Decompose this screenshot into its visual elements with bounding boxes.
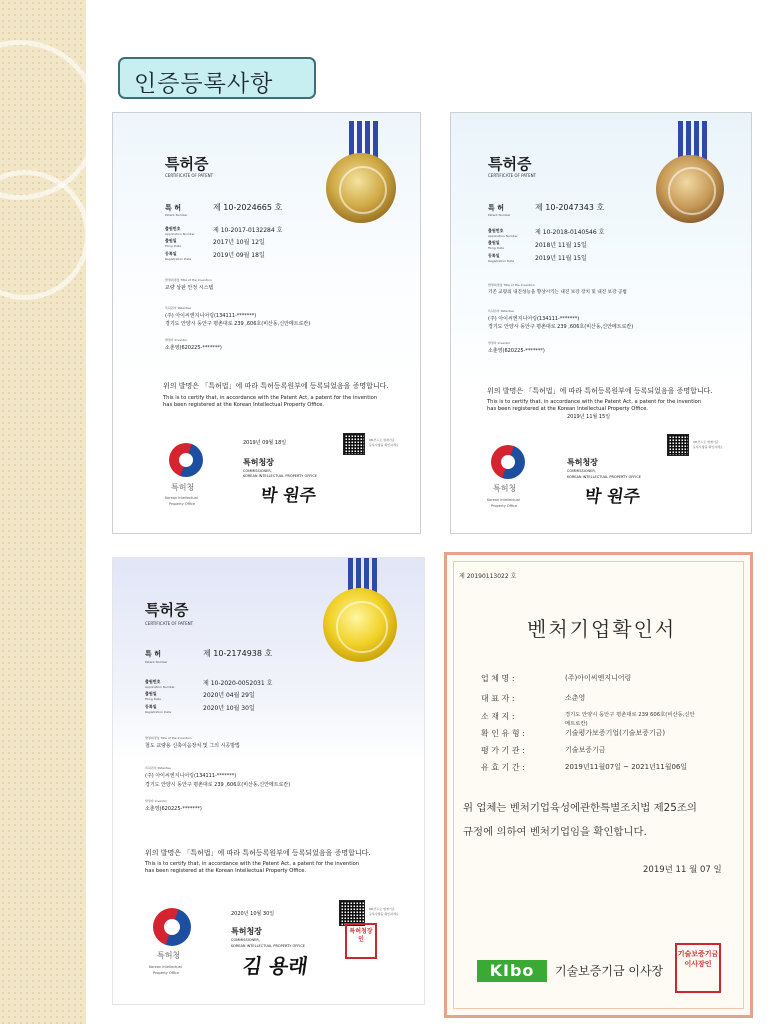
issue-date: 2020년 10월 30일	[231, 911, 275, 917]
qr-note-1: QR코드로 현재기준	[369, 907, 395, 911]
certificate-title: 특허증	[145, 601, 189, 619]
inventor-name: 소춘영(620225-*******)	[145, 806, 202, 812]
official-seal-stamp: 기술보증기금이사장인	[675, 943, 721, 993]
info-label: 대 표 자 :	[481, 694, 515, 703]
logo-text-en-2: Property Office	[153, 971, 180, 975]
filing-label: 출원일	[165, 238, 177, 243]
filing-date: 2018년 11월 15일	[535, 242, 587, 249]
filing-label: 출원일	[488, 240, 500, 245]
owner-address: 경기도 안양시 동안구 평촌대로 239 ,606호(비산동,신안메트로칸)	[488, 324, 634, 330]
patent-number-label-en: Patent Number	[145, 660, 168, 664]
decorative-ring	[0, 170, 86, 300]
application-label: 출원번호	[165, 226, 181, 231]
commissioner-en: COMMISSIONER,	[231, 938, 260, 942]
commissioner-signature: 김 용래	[241, 954, 310, 978]
venture-business-certificate	[444, 552, 753, 1018]
registration-label-en: Registration Date	[488, 259, 515, 263]
gold-seal-icon	[326, 153, 396, 223]
info-value: 기술평가보증기업(기술보증기금)	[565, 729, 666, 737]
certificate-number: 제 20190113022 호	[459, 573, 517, 580]
official-seal-stamp: 특허청장인	[345, 923, 377, 959]
owner-name: (주) 아이씨엔지니어링(134111-*******)	[165, 313, 257, 319]
qr-note-1: QR코드로 현재기준	[693, 440, 719, 444]
owner-label: 특허권자 Patentee	[488, 309, 514, 313]
patent-number: 제 10-2174938 호	[203, 649, 273, 658]
office-name-en: KOREAN INTELLECTUAL PROPERTY OFFICE	[243, 474, 317, 478]
decorative-side-stripe	[0, 0, 86, 1024]
logo-text-en-2: Property Office	[491, 504, 518, 508]
application-label-en: Application Number	[488, 234, 518, 238]
statement-line-2: 규정에 의하여 벤처기업임을 확인합니다.	[463, 826, 647, 838]
invention-title: 교량 상판 안정 시스템	[165, 285, 214, 291]
commissioner-signature: 박 원주	[583, 487, 642, 507]
statement-en-line-1: This is to certify that, in accordance with the Patent Act, a patent for the invention	[163, 395, 378, 401]
office-name-en: KOREAN INTELLECTUAL PROPERTY OFFICE	[231, 944, 305, 948]
registration-label: 등록일	[488, 253, 500, 258]
office-name-ko: 특허청장	[567, 458, 598, 467]
filing-date: 2020년 04월 29일	[203, 692, 255, 699]
patent-number-label-en: Patent Number	[488, 213, 511, 217]
logo-text-ko: 특허청	[493, 484, 517, 493]
statement-ko: 위의 발명은 「특허법」에 따라 특허등록원부에 등록되었음을 증명합니다.	[163, 382, 389, 390]
filing-label: 출원일	[145, 691, 157, 696]
statement-en-line-2: has been registered at the Korean Intellectual Property Office.	[163, 402, 325, 408]
registration-label: 등록일	[165, 251, 177, 256]
info-label: 소 재 지 :	[481, 712, 515, 721]
patent-label: 특 허	[165, 204, 181, 212]
info-label: 유 효 기 간 :	[481, 763, 525, 772]
registration-label-en: Registration Date	[165, 257, 192, 261]
inventor-label: 발명자 Inventor	[488, 341, 511, 345]
qr-note-1: QR코드로 현재기준	[369, 438, 395, 442]
issuer-name: 기술보증기금 이사장	[555, 964, 664, 978]
application-number: 제 10-2020-0052031 호	[203, 680, 273, 687]
certificate-title: 특허증	[165, 155, 209, 173]
qr-note-2: 등록사항을 확인하세요	[693, 445, 723, 449]
certificate-title-en: CERTIFICATE OF PATENT	[488, 173, 537, 178]
owner-label: 특허권자 Patentee	[165, 306, 191, 310]
commissioner-signature: 박 원주	[259, 486, 318, 506]
qr-note-2: 등록사항을 확인하세요	[369, 912, 399, 916]
owner-address: 경기도 안양시 동안구 평촌대로 239 ,606호(비산동,신안메트로칸)	[145, 782, 291, 788]
registration-label: 등록일	[145, 704, 157, 709]
statement-ko: 위의 발명은 「특허법」에 따라 특허등록원부에 등록되었음을 증명합니다.	[145, 849, 371, 857]
filing-label-en: Filing Date	[145, 697, 161, 701]
invention-label: 발명의명칭 Title of the Invention	[488, 283, 535, 287]
statement-line-1: 위 업체는 벤처기업육성에관한특별조치법 제25조의	[463, 802, 697, 814]
patent-number-label-en: Patent Number	[165, 213, 188, 217]
owner-name: (주) 아이씨엔지니어링(134111-*******)	[488, 316, 580, 322]
invention-title: 기존 교량의 내진성능을 향상시키는 내진 보강 장치 및 내진 보강 공법	[488, 290, 627, 295]
registration-date: 2019년 11월 15일	[535, 255, 587, 262]
gold-seal-icon	[323, 588, 397, 662]
info-value-continued: 메트로칸)	[565, 721, 588, 727]
registration-label-en: Registration Date	[145, 710, 172, 714]
patent-label: 특 허	[145, 650, 161, 658]
certificate-title: 특허증	[488, 155, 532, 173]
commissioner-en: COMMISSIONER,	[567, 469, 596, 473]
logo-text-en-1: Korean Intellectual	[165, 496, 198, 500]
patent-number: 제 10-2047343 호	[535, 203, 605, 212]
inventor-name: 소춘영(620225-*******)	[488, 348, 545, 354]
application-number: 제 10-2018-0140546 호	[535, 229, 605, 236]
application-label: 출원번호	[488, 228, 504, 233]
filing-date: 2017년 10월 12일	[213, 239, 265, 246]
info-value: 기술보증기금	[565, 746, 606, 754]
office-name-ko: 특허청장	[243, 458, 274, 467]
statement-en-line-2: has been registered at the Korean Intellectual Property Office.	[487, 406, 649, 412]
patent-label: 특 허	[488, 204, 504, 212]
kipo-logo-icon	[169, 443, 203, 477]
filing-label-en: Filing Date	[165, 244, 181, 248]
qr-code-icon	[667, 434, 689, 456]
info-label: 확 인 유 형 :	[481, 729, 525, 738]
patent-certificate-3	[112, 557, 425, 1005]
kipo-logo-icon	[491, 445, 525, 479]
info-value: 경기도 안양시 동안구 평촌대로 239 606호(비산동,신안	[565, 712, 695, 718]
registration-date: 2019년 09월 18일	[213, 252, 265, 259]
info-value: 소춘영	[565, 694, 586, 702]
application-label-en: Application Number	[165, 232, 195, 236]
info-label: 평 가 기 관 :	[481, 746, 525, 755]
bronze-seal-icon	[656, 155, 724, 223]
logo-text-en-1: Korean Intellectual	[149, 965, 182, 969]
office-name-en: KOREAN INTELLECTUAL PROPERTY OFFICE	[567, 475, 641, 479]
qr-note-2: 등록사항을 확인하세요	[369, 443, 399, 447]
info-value: 2019년11월07일 ~ 2021년11월06일	[565, 763, 688, 771]
issue-date: 2019년 11월 15일	[567, 414, 611, 420]
logo-text-en-2: Property Office	[169, 502, 196, 506]
patent-certificate-2	[450, 112, 752, 534]
statement-en-line-1: This is to certify that, in accordance with the Patent Act, a patent for the invention	[145, 861, 360, 867]
info-value: (주)아이씨엔지니어링	[565, 674, 632, 682]
statement-en-line-1: This is to certify that, in accordance with the Patent Act, a patent for the invention	[487, 399, 702, 405]
commissioner-en: COMMISSIONER,	[243, 469, 272, 473]
application-label-en: Application Number	[145, 685, 175, 689]
info-label: 업 체 명 :	[481, 674, 515, 683]
logo-text-ko: 특허청	[157, 951, 181, 960]
patent-number: 제 10-2024665 호	[213, 203, 283, 212]
filing-label-en: Filing Date	[488, 246, 504, 250]
owner-address: 경기도 안양시 동안구 평촌대로 239 ,606호(비산동,신안메트로칸)	[165, 321, 311, 327]
owner-name: (주) 아이씨엔지니어링(134111-*******)	[145, 773, 237, 779]
patent-certificate-1	[112, 112, 421, 534]
invention-title: 철도 교량용 신축이음장치 및 그의 시공방법	[145, 743, 240, 749]
logo-text-en-1: Korean Intellectual	[487, 498, 520, 502]
qr-code-icon	[343, 433, 365, 455]
issue-date: 2019년 11 월 07 일	[643, 865, 722, 875]
application-number: 제 10-2017-0132284 호	[213, 227, 283, 234]
invention-label: 발명의명칭 Title of the Invention	[165, 278, 212, 282]
certificate-title-en: CERTIFICATE OF PATENT	[145, 621, 194, 626]
statement-ko: 위의 발명은 「특허법」에 따라 특허등록원부에 등록되었음을 증명합니다.	[487, 387, 713, 395]
office-name-ko: 특허청장	[231, 927, 262, 936]
statement-en-line-2: has been registered at the Korean Intellectual Property Office.	[145, 868, 307, 874]
section-title: 인증등록사항	[118, 57, 316, 99]
kibo-logo: KIbo	[477, 960, 547, 982]
invention-label: 발명의명칭 Title of the Invention	[145, 736, 192, 740]
certificate-title-en: CERTIFICATE OF PATENT	[165, 173, 214, 178]
inventor-name: 소춘영(620225-*******)	[165, 345, 222, 351]
application-label: 출원번호	[145, 679, 161, 684]
issue-date: 2019년 09월 18일	[243, 440, 287, 446]
logo-text-ko: 특허청	[171, 483, 195, 492]
inventor-label: 발명자 Inventor	[145, 799, 168, 803]
certificate-title: 벤처기업확인서	[527, 617, 677, 641]
registration-date: 2020년 10월 30일	[203, 705, 255, 712]
inventor-label: 발명자 Inventor	[165, 338, 188, 342]
owner-label: 특허권자 Patentee	[145, 766, 171, 770]
kipo-logo-icon	[153, 908, 191, 946]
